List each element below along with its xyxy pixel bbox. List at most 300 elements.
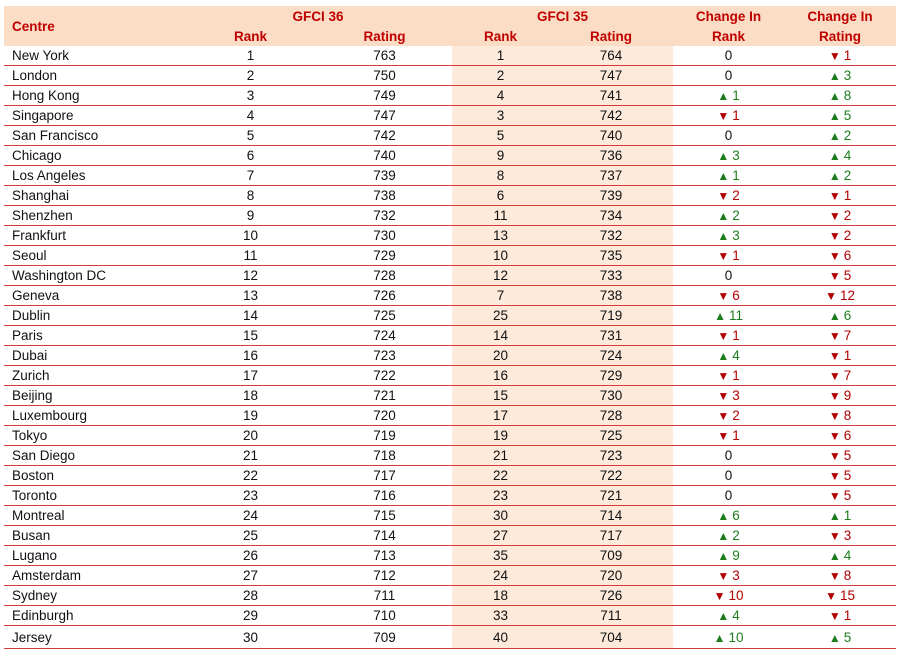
change-in-rank-value: 11 — [728, 308, 743, 323]
change-in-rank — [673, 446, 784, 466]
gfci35-rank: 15 — [452, 386, 549, 406]
gfci35-rating: 741 — [549, 86, 673, 106]
change-in-rating — [784, 166, 896, 186]
centre-name: Los Angeles — [4, 166, 184, 186]
gfci35-rating: 723 — [549, 446, 673, 466]
header-centre: Centre — [4, 6, 184, 46]
gfci36-rank: 5 — [184, 126, 317, 146]
gfci36-rating: 742 — [317, 126, 452, 146]
change-in-rank-value: 3 — [732, 388, 740, 403]
change-in-rating-value: 6 — [843, 308, 852, 323]
triangle-down-icon: ▼ — [717, 569, 730, 583]
gfci35-rank: 8 — [452, 166, 549, 186]
change-in-rating-value: 7 — [843, 328, 852, 343]
gfci35-rank: 10 — [452, 246, 549, 266]
gfci35-rank: 20 — [452, 346, 549, 366]
gfci35-rating: 729 — [549, 366, 673, 386]
change-in-rating-value: 2 — [843, 228, 852, 243]
gfci36-rating: 710 — [317, 606, 452, 626]
triangle-up-icon: ▲ — [828, 169, 841, 183]
table-row — [4, 426, 896, 446]
gfci36-rating: 717 — [317, 466, 452, 486]
centre-name: London — [4, 66, 184, 86]
change-in-rank-value: 0 — [724, 448, 733, 463]
triangle-down-icon: ▼ — [717, 329, 730, 343]
table-row — [4, 466, 896, 486]
change-in-rating-value: 1 — [843, 508, 852, 523]
gfci36-rating: 730 — [317, 226, 452, 246]
table-row — [4, 406, 896, 426]
gfci35-rank: 14 — [452, 326, 549, 346]
change-in-rating-value: 4 — [843, 548, 852, 563]
change-in-rating-value: 8 — [843, 408, 852, 423]
centre-name: Luxembourg — [4, 406, 184, 426]
gfci35-rank: 33 — [452, 606, 549, 626]
change-in-rating — [784, 106, 896, 126]
gfci35-rank: 30 — [452, 506, 549, 526]
table-row — [4, 546, 896, 566]
gfci35-rank: 40 — [452, 626, 549, 649]
triangle-up-icon: ▲ — [717, 549, 730, 563]
gfci36-rating: 720 — [317, 406, 452, 426]
header-gfci36: GFCI 36 — [184, 6, 452, 26]
change-in-rank — [673, 286, 784, 306]
change-in-rank-value: 1 — [732, 328, 740, 343]
gfci35-rating: 742 — [549, 106, 673, 126]
gfci36-rank: 23 — [184, 486, 317, 506]
change-in-rating-value: 7 — [843, 368, 852, 383]
gfci36-rank: 12 — [184, 266, 317, 286]
table-row — [4, 486, 896, 506]
change-in-rating-value: 2 — [843, 128, 852, 143]
centre-name: Lugano — [4, 546, 184, 566]
change-in-rating — [784, 186, 896, 206]
gfci35-rank: 22 — [452, 466, 549, 486]
gfci36-rating: 739 — [317, 166, 452, 186]
gfci36-rating: 713 — [317, 546, 452, 566]
gfci36-rank: 22 — [184, 466, 317, 486]
centre-name: Zurich — [4, 366, 184, 386]
change-in-rating — [784, 506, 896, 526]
triangle-down-icon: ▼ — [828, 569, 841, 583]
change-in-rating — [784, 266, 896, 286]
change-in-rating-value: 3 — [843, 528, 852, 543]
change-in-rank-value: 0 — [724, 128, 733, 143]
triangle-down-icon: ▼ — [825, 589, 837, 603]
header-rating-36: Rating — [317, 26, 452, 46]
table-row — [4, 506, 896, 526]
gfci36-rank: 29 — [184, 606, 317, 626]
centre-name: Dublin — [4, 306, 184, 326]
change-in-rank — [673, 426, 784, 446]
header-gfci35: GFCI 35 — [452, 6, 673, 26]
gfci36-rating: 716 — [317, 486, 452, 506]
gfci35-rank: 17 — [452, 406, 549, 426]
change-in-rating — [784, 366, 896, 386]
gfci36-rating: 725 — [317, 306, 452, 326]
change-in-rank-value: 1 — [732, 428, 740, 443]
change-in-rating-value: 1 — [843, 348, 852, 363]
gfci36-rank: 7 — [184, 166, 317, 186]
change-in-rating — [784, 126, 896, 146]
centre-name: Geneva — [4, 286, 184, 306]
change-in-rank — [673, 106, 784, 126]
table-row — [4, 266, 896, 286]
triangle-down-icon: ▼ — [828, 209, 841, 223]
gfci36-rank: 25 — [184, 526, 317, 546]
gfci35-rating: 717 — [549, 526, 673, 546]
triangle-down-icon: ▼ — [828, 249, 841, 263]
change-in-rank-value: 1 — [732, 88, 740, 103]
change-in-rating — [784, 406, 896, 426]
gfci35-rating: 728 — [549, 406, 673, 426]
change-in-rank-value: 6 — [732, 508, 740, 523]
change-in-rating — [784, 246, 896, 266]
centre-name: New York — [4, 46, 184, 66]
gfci35-rank: 12 — [452, 266, 549, 286]
gfci35-rating: 739 — [549, 186, 673, 206]
triangle-down-icon: ▼ — [828, 229, 841, 243]
change-in-rank-value: 4 — [732, 608, 740, 623]
gfci35-rank: 24 — [452, 566, 549, 586]
triangle-up-icon: ▲ — [828, 630, 841, 645]
table-row — [4, 606, 896, 626]
centre-name: Amsterdam — [4, 566, 184, 586]
change-in-rating-value: 1 — [843, 608, 852, 623]
gfci35-rating: 714 — [549, 506, 673, 526]
triangle-down-icon: ▼ — [828, 469, 841, 483]
gfci36-rating: 722 — [317, 366, 452, 386]
gfci36-rating: 732 — [317, 206, 452, 226]
gfci36-rating: 724 — [317, 326, 452, 346]
gfci36-rank: 14 — [184, 306, 317, 326]
triangle-up-icon: ▲ — [828, 309, 841, 323]
table-row — [4, 586, 896, 606]
change-in-rating — [784, 146, 896, 166]
table-row — [4, 366, 896, 386]
change-in-rank — [673, 166, 784, 186]
gfci35-rank: 4 — [452, 86, 549, 106]
change-in-rank-value: 6 — [732, 288, 740, 303]
centre-name: San Diego — [4, 446, 184, 466]
change-in-rating — [784, 46, 896, 66]
change-in-rating-value: 2 — [843, 208, 852, 223]
triangle-down-icon: ▼ — [717, 289, 730, 303]
gfci36-rating: 729 — [317, 246, 452, 266]
change-in-rank-value: 2 — [732, 188, 740, 203]
change-in-rank — [673, 406, 784, 426]
change-in-rating — [784, 526, 896, 546]
header-rating-35: Rating — [549, 26, 673, 46]
change-in-rating-value: 5 — [843, 108, 852, 123]
change-in-rating-value: 6 — [843, 248, 852, 263]
gfci35-rating: 726 — [549, 586, 673, 606]
change-in-rank — [673, 186, 784, 206]
gfci35-rating: 704 — [549, 626, 673, 649]
change-in-rating — [784, 206, 896, 226]
gfci35-rank: 18 — [452, 586, 549, 606]
triangle-up-icon: ▲ — [717, 89, 730, 103]
triangle-down-icon: ▼ — [828, 349, 841, 363]
header-change-rank-sub: Rank — [673, 26, 784, 46]
triangle-up-icon: ▲ — [714, 309, 726, 323]
centre-name: Jersey — [4, 626, 184, 649]
change-in-rank-value: 9 — [732, 548, 740, 563]
triangle-down-icon: ▼ — [717, 189, 730, 203]
centre-name: Beijing — [4, 386, 184, 406]
header-change-rating-sub: Rating — [784, 26, 896, 46]
change-in-rating-value: 9 — [843, 388, 852, 403]
triangle-up-icon: ▲ — [828, 89, 841, 103]
change-in-rating-value: 1 — [843, 188, 852, 203]
gfci35-rating: 737 — [549, 166, 673, 186]
change-in-rank — [673, 486, 784, 506]
gfci36-rating: 715 — [317, 506, 452, 526]
change-in-rating-value: 3 — [843, 68, 852, 83]
table-row — [4, 286, 896, 306]
centre-name: Frankfurt — [4, 226, 184, 246]
gfci35-rank: 6 — [452, 186, 549, 206]
table-row — [4, 206, 896, 226]
centre-name: Dubai — [4, 346, 184, 366]
change-in-rating — [784, 446, 896, 466]
centre-name: Busan — [4, 526, 184, 546]
triangle-up-icon: ▲ — [717, 609, 730, 623]
gfci36-rank: 10 — [184, 226, 317, 246]
gfci36-rank: 4 — [184, 106, 317, 126]
centre-name: Singapore — [4, 106, 184, 126]
gfci35-rating: 719 — [549, 306, 673, 326]
triangle-down-icon: ▼ — [828, 329, 841, 343]
centre-name: Tokyo — [4, 426, 184, 446]
table-row — [4, 86, 896, 106]
gfci35-rating: 724 — [549, 346, 673, 366]
centre-name: Toronto — [4, 486, 184, 506]
centre-name: Shenzhen — [4, 206, 184, 226]
table-row — [4, 166, 896, 186]
triangle-down-icon: ▼ — [828, 609, 841, 623]
gfci35-rank: 23 — [452, 486, 549, 506]
gfci36-rank: 2 — [184, 66, 317, 86]
gfci36-rating: 740 — [317, 146, 452, 166]
gfci35-rating: 720 — [549, 566, 673, 586]
gfci35-rating: 731 — [549, 326, 673, 346]
gfci36-rank: 30 — [184, 626, 317, 649]
table-row — [4, 626, 896, 649]
gfci35-rating: 709 — [549, 546, 673, 566]
change-in-rating-value: 8 — [843, 568, 852, 583]
table-header — [4, 6, 896, 46]
change-in-rank — [673, 66, 784, 86]
triangle-up-icon: ▲ — [717, 529, 730, 543]
triangle-up-icon: ▲ — [717, 169, 730, 183]
gfci35-rating: 725 — [549, 426, 673, 446]
change-in-rating-value: 12 — [839, 288, 855, 303]
gfci36-rating: 709 — [317, 626, 452, 649]
change-in-rating-value: 5 — [843, 468, 852, 483]
change-in-rating — [784, 566, 896, 586]
table-row — [4, 126, 896, 146]
table-row — [4, 146, 896, 166]
change-in-rank — [673, 526, 784, 546]
change-in-rank — [673, 146, 784, 166]
centre-name: Sydney — [4, 586, 184, 606]
gfci36-rank: 21 — [184, 446, 317, 466]
gfci36-rating: 750 — [317, 66, 452, 86]
change-in-rank — [673, 326, 784, 346]
gfci35-rank: 11 — [452, 206, 549, 226]
change-in-rating — [784, 386, 896, 406]
centre-name: Hong Kong — [4, 86, 184, 106]
triangle-down-icon: ▼ — [828, 269, 841, 283]
triangle-up-icon: ▲ — [828, 149, 841, 163]
gfci36-rank: 11 — [184, 246, 317, 266]
triangle-down-icon: ▼ — [828, 429, 841, 443]
centre-name: Boston — [4, 466, 184, 486]
change-in-rank — [673, 46, 784, 66]
change-in-rank — [673, 606, 784, 626]
change-in-rating-value: 15 — [839, 588, 855, 603]
change-in-rank-value: 1 — [732, 168, 740, 183]
gfci35-rank: 35 — [452, 546, 549, 566]
gfci36-rank: 19 — [184, 406, 317, 426]
change-in-rank-value: 10 — [728, 629, 744, 645]
table-row — [4, 66, 896, 86]
table-row — [4, 306, 896, 326]
change-in-rating — [784, 546, 896, 566]
change-in-rank — [673, 506, 784, 526]
gfci36-rank: 9 — [184, 206, 317, 226]
triangle-down-icon: ▼ — [717, 249, 730, 263]
header-rank-36: Rank — [184, 26, 317, 46]
triangle-down-icon: ▼ — [828, 389, 841, 403]
table-row — [4, 246, 896, 266]
table-row — [4, 346, 896, 366]
centre-name: Montreal — [4, 506, 184, 526]
change-in-rank — [673, 266, 784, 286]
gfci36-rating: 719 — [317, 426, 452, 446]
change-in-rank — [673, 566, 784, 586]
change-in-rating — [784, 306, 896, 326]
change-in-rank-value: 4 — [732, 348, 740, 363]
table-row — [4, 526, 896, 546]
triangle-down-icon: ▼ — [825, 289, 837, 303]
gfci36-rating: 738 — [317, 186, 452, 206]
change-in-rank — [673, 306, 784, 326]
gfci36-rating: 726 — [317, 286, 452, 306]
triangle-up-icon: ▲ — [828, 129, 841, 143]
gfci36-rating: 712 — [317, 566, 452, 586]
gfci36-rank: 28 — [184, 586, 317, 606]
triangle-down-icon: ▼ — [713, 589, 726, 603]
gfci36-rank: 20 — [184, 426, 317, 446]
header-rank-35: Rank — [452, 26, 549, 46]
change-in-rank — [673, 366, 784, 386]
gfci36-rank: 15 — [184, 326, 317, 346]
triangle-down-icon: ▼ — [828, 49, 841, 63]
header-change-rating: Change In — [784, 6, 896, 26]
gfci-ranking-table — [4, 6, 896, 649]
gfci35-rank: 5 — [452, 126, 549, 146]
triangle-down-icon: ▼ — [828, 489, 841, 503]
change-in-rating — [784, 486, 896, 506]
change-in-rating — [784, 326, 896, 346]
gfci35-rating: 736 — [549, 146, 673, 166]
gfci35-rank: 7 — [452, 286, 549, 306]
triangle-down-icon: ▼ — [828, 189, 841, 203]
change-in-rank-value: 10 — [728, 588, 744, 603]
change-in-rating — [784, 586, 896, 606]
change-in-rank — [673, 346, 784, 366]
change-in-rating — [784, 86, 896, 106]
triangle-up-icon: ▲ — [828, 509, 841, 523]
gfci36-rank: 8 — [184, 186, 317, 206]
change-in-rank-value: 0 — [724, 48, 733, 63]
change-in-rating — [784, 426, 896, 446]
gfci35-rank: 21 — [452, 446, 549, 466]
gfci36-rank: 18 — [184, 386, 317, 406]
gfci35-rating: 722 — [549, 466, 673, 486]
gfci35-rating: 738 — [549, 286, 673, 306]
table-row — [4, 446, 896, 466]
triangle-down-icon: ▼ — [828, 449, 841, 463]
change-in-rating — [784, 606, 896, 626]
gfci35-rank: 27 — [452, 526, 549, 546]
triangle-down-icon: ▼ — [717, 409, 730, 423]
centre-name: Edinburgh — [4, 606, 184, 626]
change-in-rank — [673, 386, 784, 406]
gfci35-rank: 13 — [452, 226, 549, 246]
change-in-rank-value: 3 — [732, 148, 740, 163]
change-in-rating-value: 5 — [843, 448, 852, 463]
change-in-rank — [673, 546, 784, 566]
gfci35-rating: 747 — [549, 66, 673, 86]
change-in-rank-value: 2 — [732, 208, 740, 223]
change-in-rank-value: 1 — [732, 248, 740, 263]
change-in-rating — [784, 626, 896, 649]
triangle-up-icon: ▲ — [717, 349, 730, 363]
change-in-rank-value: 2 — [732, 528, 740, 543]
change-in-rating — [784, 66, 896, 86]
table-row — [4, 186, 896, 206]
change-in-rank-value: 0 — [724, 468, 733, 483]
change-in-rank-value: 0 — [724, 68, 733, 83]
gfci35-rating: 734 — [549, 206, 673, 226]
change-in-rank — [673, 626, 784, 649]
centre-name: Paris — [4, 326, 184, 346]
change-in-rank-value: 0 — [724, 268, 733, 283]
change-in-rank — [673, 206, 784, 226]
table-row — [4, 566, 896, 586]
change-in-rating — [784, 346, 896, 366]
gfci35-rank: 16 — [452, 366, 549, 386]
change-in-rating-value: 5 — [843, 268, 852, 283]
gfci36-rating: 747 — [317, 106, 452, 126]
gfci35-rating: 721 — [549, 486, 673, 506]
centre-name: Washington DC — [4, 266, 184, 286]
gfci36-rank: 26 — [184, 546, 317, 566]
gfci36-rank: 6 — [184, 146, 317, 166]
gfci35-rank: 2 — [452, 66, 549, 86]
triangle-up-icon: ▲ — [717, 509, 730, 523]
triangle-up-icon: ▲ — [717, 209, 730, 223]
gfci35-rating: 730 — [549, 386, 673, 406]
change-in-rating-value: 1 — [843, 48, 852, 63]
centre-name: Shanghai — [4, 186, 184, 206]
triangle-down-icon: ▼ — [717, 429, 730, 443]
gfci36-rank: 17 — [184, 366, 317, 386]
gfci36-rating: 718 — [317, 446, 452, 466]
